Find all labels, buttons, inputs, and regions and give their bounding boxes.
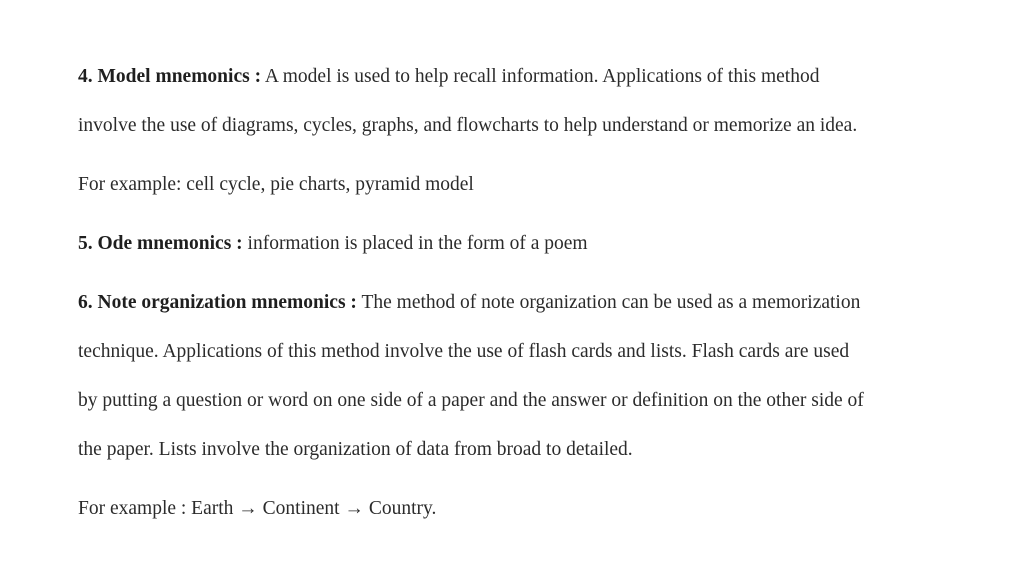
note-organization-text-2: technique. Applications of this method involve the use of flash cards and lists. Flash cards are used — [78, 341, 850, 362]
note-example-text: For example : Earth → Continent → Country. — [78, 498, 437, 519]
ode-mnemonics-paragraph — [78, 219, 958, 268]
model-mnemonics-term: 4. Model mnemonics : — [78, 66, 262, 87]
model-example-paragraph — [78, 160, 958, 209]
model-example-text: For example: cell cycle, pie charts, pyramid model — [78, 174, 474, 195]
note-example-paragraph — [78, 484, 958, 533]
slide-content — [78, 52, 958, 533]
note-organization-text-3: by putting a question or word on one side of a paper and the answer or definition on the other side of — [78, 390, 864, 411]
text-line — [78, 219, 958, 268]
note-organization-text-1: The method of note organization can be used as a memorization — [356, 292, 861, 313]
text-line — [78, 278, 958, 327]
note-organization-term: 6. Note organization mnemonics : — [78, 292, 357, 313]
ode-mnemonics-term: 5. Ode mnemonics : — [78, 233, 243, 254]
ode-mnemonics-text: information is placed in the form of a poem — [242, 233, 588, 254]
note-organization-paragraph — [78, 278, 958, 474]
note-organization-text-4: the paper. Lists involve the organization of data from broad to detailed. — [78, 439, 633, 460]
model-mnemonics-text-2: involve the use of diagrams, cycles, graphs, and flowcharts to help understand or memorize an idea. — [78, 115, 858, 136]
text-line — [78, 52, 958, 101]
model-mnemonics-paragraph — [78, 52, 958, 150]
model-mnemonics-text-1: A model is used to help recall information. Applications of this method — [261, 66, 820, 87]
